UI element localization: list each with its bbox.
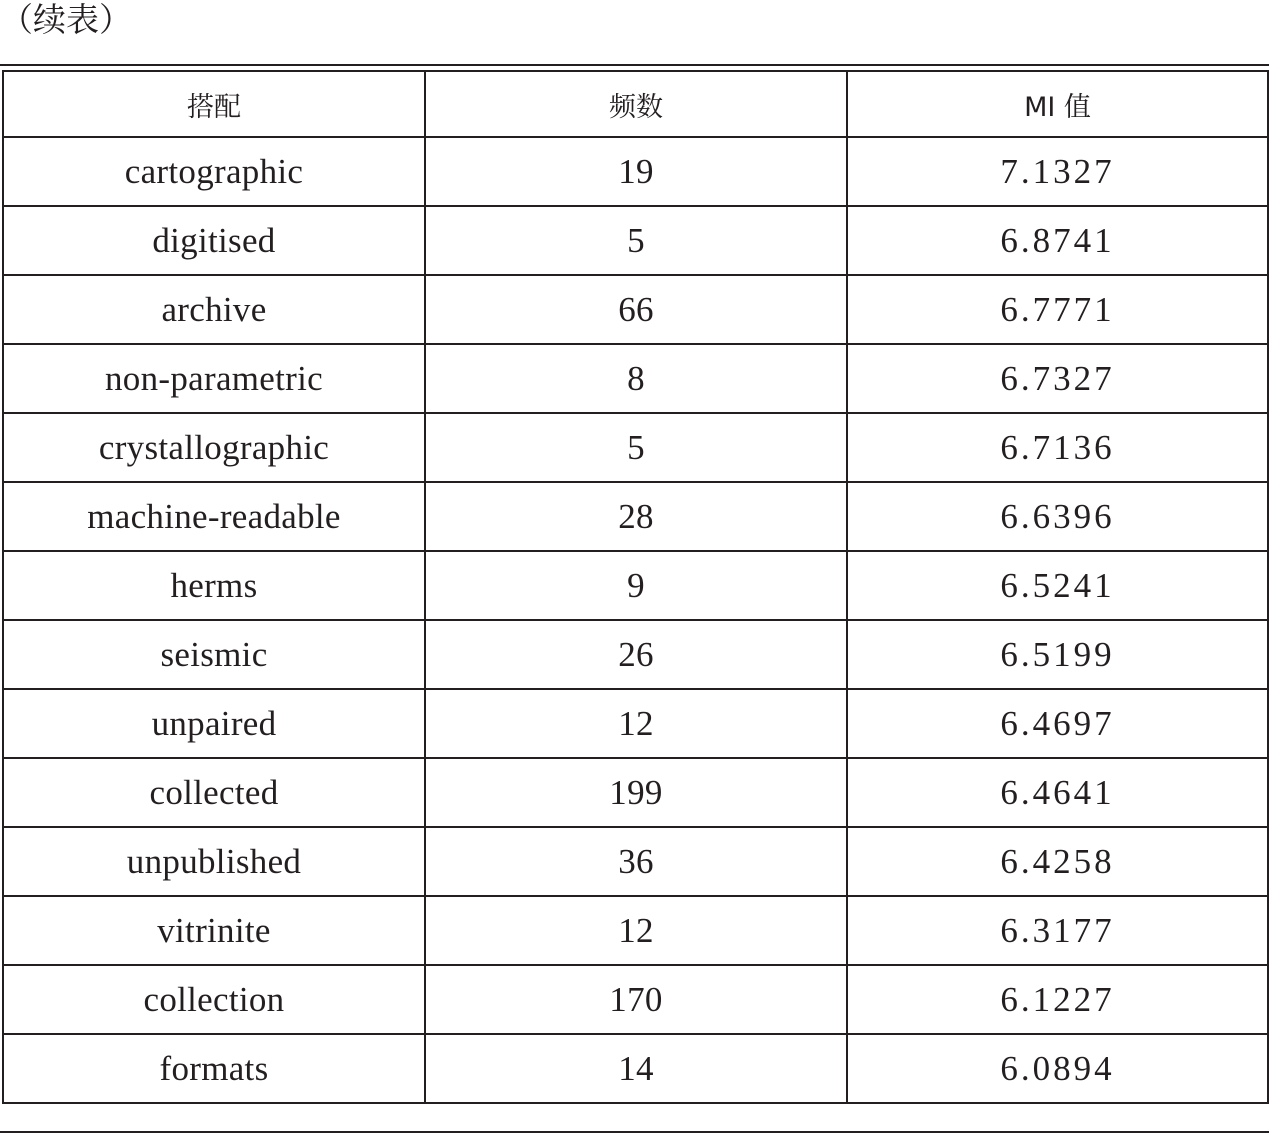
cell-collocation: unpublished bbox=[3, 827, 425, 896]
cell-frequency: 12 bbox=[425, 689, 847, 758]
cell-mi-value: 6.4641 bbox=[847, 758, 1268, 827]
table-body bbox=[3, 137, 1268, 1103]
cell-collocation: collection bbox=[3, 965, 425, 1034]
table-row bbox=[3, 896, 1268, 965]
cell-mi-value: 6.6396 bbox=[847, 482, 1268, 551]
cell-frequency: 199 bbox=[425, 758, 847, 827]
cell-frequency: 5 bbox=[425, 413, 847, 482]
cell-collocation: vitrinite bbox=[3, 896, 425, 965]
cell-frequency: 8 bbox=[425, 344, 847, 413]
table-row bbox=[3, 275, 1268, 344]
header-row bbox=[3, 71, 1268, 137]
cell-collocation: unpaired bbox=[3, 689, 425, 758]
cell-frequency: 66 bbox=[425, 275, 847, 344]
cell-mi-value: 6.4697 bbox=[847, 689, 1268, 758]
table-header bbox=[3, 71, 1268, 137]
cell-collocation: seismic bbox=[3, 620, 425, 689]
cell-collocation: crystallographic bbox=[3, 413, 425, 482]
cell-collocation: herms bbox=[3, 551, 425, 620]
table-row bbox=[3, 482, 1268, 551]
cell-frequency: 36 bbox=[425, 827, 847, 896]
table-row bbox=[3, 413, 1268, 482]
header-mi-value: MI 值 bbox=[847, 71, 1268, 137]
cell-mi-value: 6.8741 bbox=[847, 206, 1268, 275]
cell-mi-value: 6.7136 bbox=[847, 413, 1268, 482]
cell-frequency: 28 bbox=[425, 482, 847, 551]
cell-mi-value: 6.0894 bbox=[847, 1034, 1268, 1103]
cell-frequency: 5 bbox=[425, 206, 847, 275]
cell-mi-value: 6.3177 bbox=[847, 896, 1268, 965]
cell-frequency: 9 bbox=[425, 551, 847, 620]
table-continued-caption: （续表） bbox=[0, 0, 132, 39]
cell-frequency: 19 bbox=[425, 137, 847, 206]
cell-mi-value: 6.1227 bbox=[847, 965, 1268, 1034]
cell-collocation: machine-readable bbox=[3, 482, 425, 551]
cell-collocation: archive bbox=[3, 275, 425, 344]
table-row bbox=[3, 137, 1268, 206]
header-collocation: 搭配 bbox=[3, 71, 425, 137]
table-row bbox=[3, 758, 1268, 827]
cell-mi-value: 6.7327 bbox=[847, 344, 1268, 413]
table-row bbox=[3, 206, 1268, 275]
cell-mi-value: 6.5199 bbox=[847, 620, 1268, 689]
cell-mi-value: 6.5241 bbox=[847, 551, 1268, 620]
cell-collocation: collected bbox=[3, 758, 425, 827]
table-bottom-rule bbox=[0, 1131, 1269, 1133]
table-top-rule bbox=[0, 64, 1269, 66]
table-row bbox=[3, 689, 1268, 758]
cell-collocation: formats bbox=[3, 1034, 425, 1103]
table-row bbox=[3, 551, 1268, 620]
table-row bbox=[3, 965, 1268, 1034]
cell-mi-value: 6.4258 bbox=[847, 827, 1268, 896]
table-row bbox=[3, 1034, 1268, 1103]
collocation-table bbox=[2, 70, 1269, 1104]
table-row bbox=[3, 827, 1268, 896]
cell-frequency: 12 bbox=[425, 896, 847, 965]
table-row bbox=[3, 620, 1268, 689]
cell-collocation: digitised bbox=[3, 206, 425, 275]
header-frequency: 频数 bbox=[425, 71, 847, 137]
table-row bbox=[3, 344, 1268, 413]
cell-mi-value: 7.1327 bbox=[847, 137, 1268, 206]
cell-frequency: 170 bbox=[425, 965, 847, 1034]
cell-mi-value: 6.7771 bbox=[847, 275, 1268, 344]
cell-frequency: 14 bbox=[425, 1034, 847, 1103]
cell-frequency: 26 bbox=[425, 620, 847, 689]
cell-collocation: non-parametric bbox=[3, 344, 425, 413]
cell-collocation: cartographic bbox=[3, 137, 425, 206]
